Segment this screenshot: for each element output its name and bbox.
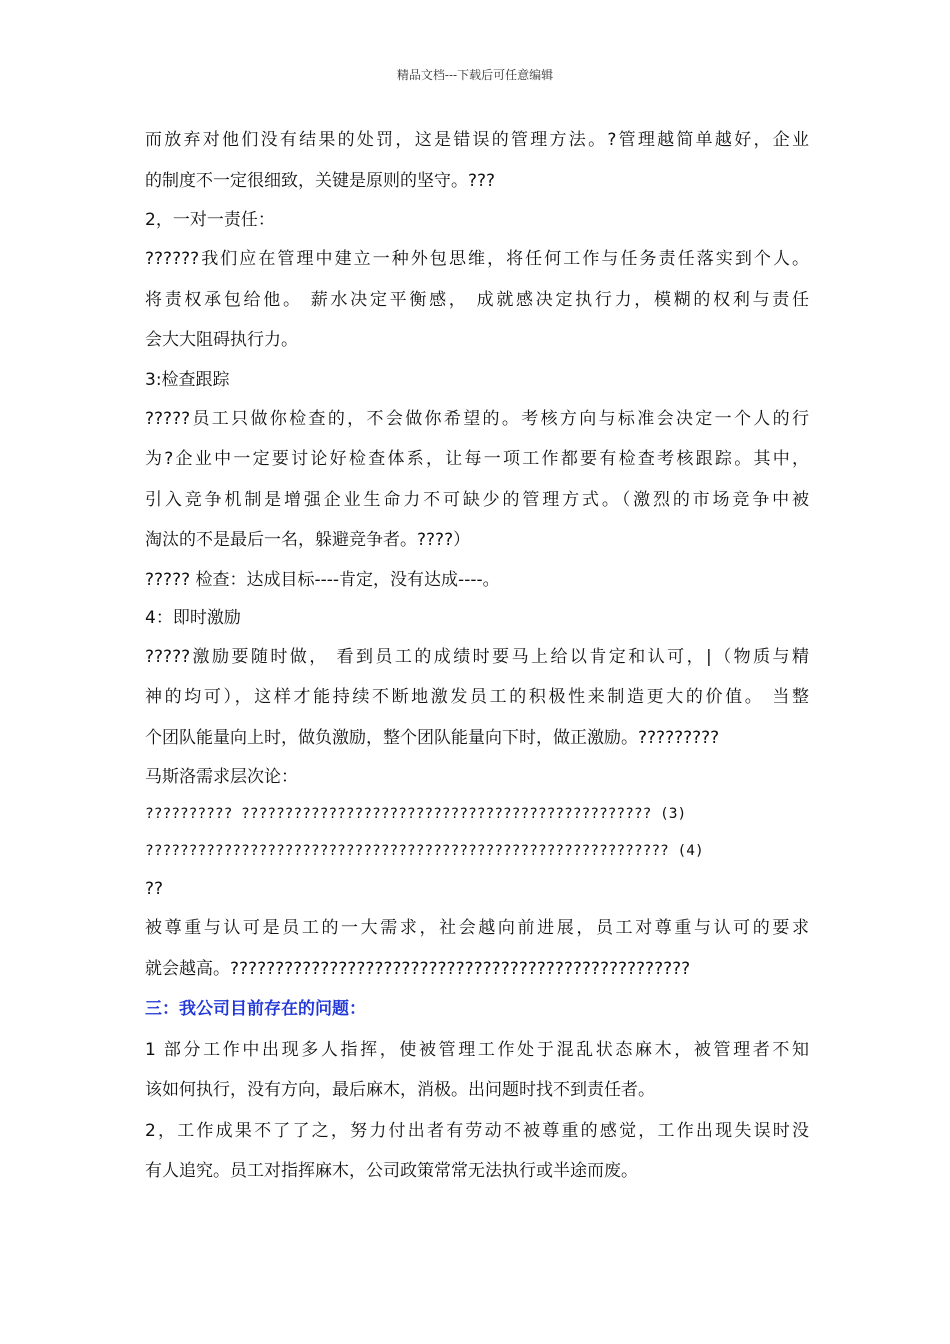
body-line: ?????????? ??????????????????????????????????????????????? (3)	[145, 806, 687, 822]
section-heading: 4：即时激励	[145, 607, 241, 628]
body-line: ?????员工只做你检查的，不会做你希望的。考核方向与标准会决定一个人的行	[145, 408, 809, 429]
body-line: 的制度不一定很细致，关键是原则的坚守。???	[145, 170, 496, 191]
body-line: 神的均可），这样才能持续不断地激发员工的积极性来制造更大的价值。 当整	[145, 687, 809, 707]
body-line: 1 部分工作中出现多人指挥，使被管理工作处于混乱状态麻木，被管理者不知	[145, 1039, 809, 1060]
body-line: 被尊重与认可是员工的一大需求，社会越向前进展，员工对尊重与认可的要求	[145, 918, 809, 938]
body-line: 2，工作成果不了了之，努力付出者有劳动不被尊重的感觉，工作出现失误时没	[145, 1120, 809, 1141]
document-body	[145, 120, 809, 1192]
page-header: 精品文档---下载后可任意编辑	[396, 68, 554, 82]
body-line: 为?企业中一定要讨论好检查体系，让每一项工作都要有检查考核跟踪。其中，	[145, 449, 809, 469]
section-heading: 2，一对一责任：	[145, 210, 275, 230]
body-line: 就会越高。???????????????????????????????????????????????????	[145, 958, 691, 979]
body-line: 而放弃对他们没有结果的处罚，这是错误的管理方法。?管理越简单越好，企业	[145, 130, 809, 150]
body-line: ?????激励要随时做， 看到员工的成绩时要马上给以肯定和认可，|（物质与精	[145, 646, 809, 667]
body-line: 淘汰的不是最后一名，躲避竞争者。????）	[145, 530, 471, 550]
body-line: ??	[145, 879, 164, 899]
section-heading: 3:检查跟踪	[145, 369, 230, 390]
body-line: 有人追究。员工对指挥麻木，公司政策常常无法执行或半途而废。	[145, 1161, 638, 1181]
body-line: 将责权承包给他。 薪水决定平衡感， 成就感决定执行力，模糊的权利与责任	[145, 289, 809, 310]
body-line: 引入竞争机制是增强企业生命力不可缺少的管理方式。（激烈的市场竞争中被	[145, 489, 809, 510]
section-heading: 三：我公司目前存在的问题：	[145, 999, 366, 1019]
body-line: ????? 检查：达成目标----肯定，没有达成----。	[145, 569, 500, 590]
body-line: 会大大阻碍执行力。	[145, 330, 298, 350]
body-line: 个团队能量向上时，做负激励，整个团队能量向下时，做正激励。?????????	[145, 727, 720, 748]
body-line: 该如何执行，没有方向，最后麻木，消极。出问题时找不到责任者。	[145, 1080, 655, 1100]
body-line: ???????????????????????????????????????????????????????????? (4)	[145, 843, 704, 859]
body-line: 马斯洛需求层次论：	[145, 767, 298, 787]
body-line: ??????我们应在管理中建立一种外包思维，将任何工作与任务责任落实到个人。	[145, 249, 809, 269]
